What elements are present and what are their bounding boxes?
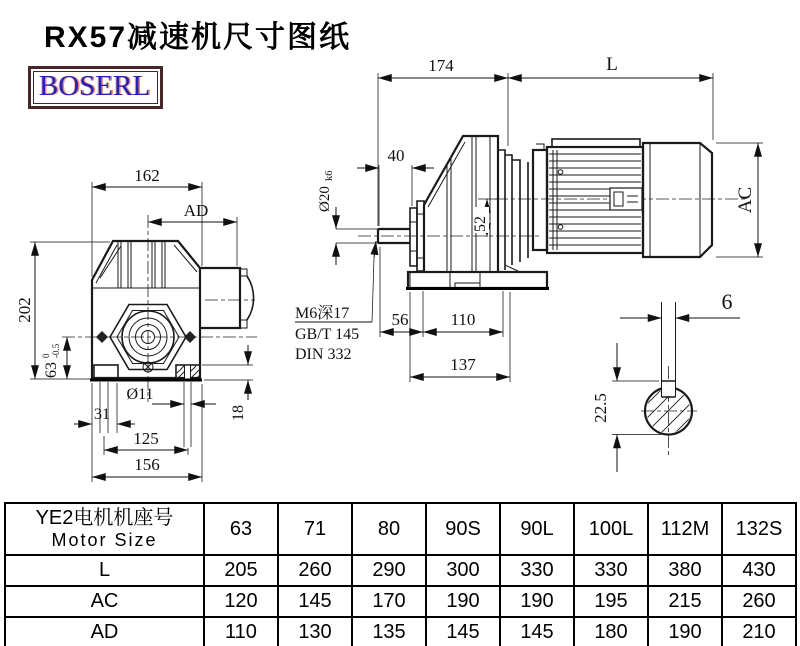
- motor-size-table: [4, 502, 797, 646]
- table-cell: 120: [204, 586, 278, 617]
- table-cell: 145: [426, 617, 500, 646]
- table-row-AC: [5, 586, 796, 617]
- dim-63: 63: [43, 362, 60, 378]
- page-title: RX57减速机尺寸图纸: [44, 21, 352, 54]
- dim-key-width: 6: [721, 289, 733, 314]
- motor-terminal-detail: [610, 188, 642, 210]
- dim-31: 31: [94, 406, 110, 423]
- col-header: 90L: [500, 503, 574, 555]
- table-header-row: [5, 503, 796, 555]
- shaft-key-section: [591, 289, 740, 472]
- dim-137: 137: [450, 355, 476, 374]
- dim-ac: AC: [735, 186, 756, 214]
- note-thread: M6深17: [295, 305, 350, 322]
- motor-flange: [533, 150, 547, 250]
- table-cell: 330: [574, 555, 648, 586]
- side-view: [295, 54, 763, 382]
- dim-18: 18: [230, 405, 247, 421]
- table-cell: 190: [648, 617, 722, 646]
- dim-202: 202: [15, 297, 34, 323]
- table-cell: 430: [722, 555, 796, 586]
- dim-l: L: [606, 54, 618, 75]
- dim-ad: AD: [183, 201, 209, 220]
- row-label: AD: [5, 617, 204, 646]
- col-header: 71: [278, 503, 352, 555]
- table-cell: 190: [426, 586, 500, 617]
- note-gb-standard: GB/T 145: [295, 326, 360, 343]
- table-cell: 195: [574, 586, 648, 617]
- table-cell: 130: [278, 617, 352, 646]
- dim-dia20: Ø20: [317, 186, 333, 212]
- dim-110: 110: [450, 310, 476, 329]
- table-cell: 110: [204, 617, 278, 646]
- table-cell: 145: [278, 586, 352, 617]
- dim-dia20-fit: k6: [324, 170, 335, 181]
- col-header: 90S: [426, 503, 500, 555]
- dim-52: 52: [472, 216, 489, 232]
- header-line2: Motor Size: [51, 530, 158, 551]
- table-header-motor-size: [5, 503, 204, 555]
- col-header: 63: [204, 503, 278, 555]
- mounting-base: [408, 272, 547, 288]
- dim-key-height: 22.5: [591, 393, 610, 423]
- motor-top-rail: [552, 139, 640, 147]
- table-cell: 205: [204, 555, 278, 586]
- table-cell: 170: [352, 586, 426, 617]
- col-header: 132S: [722, 503, 796, 555]
- output-box-cap-arc: [247, 276, 254, 320]
- table-cell: 380: [648, 555, 722, 586]
- left-bolt: [96, 331, 108, 343]
- table-row-L: [5, 555, 796, 586]
- dim-174: 174: [428, 56, 454, 75]
- output-box: [200, 268, 240, 328]
- dim-125: 125: [133, 429, 159, 448]
- row-label: AC: [5, 586, 204, 617]
- col-header: 112M: [648, 503, 722, 555]
- table-cell: 260: [722, 586, 796, 617]
- note-din-standard: DIN 332: [295, 346, 352, 363]
- table-cell: 135: [352, 617, 426, 646]
- table-cell: 260: [278, 555, 352, 586]
- motor-adapter-bell: [498, 150, 528, 270]
- row-label: L: [5, 555, 204, 586]
- col-header: 100L: [574, 503, 648, 555]
- table-cell: 210: [722, 617, 796, 646]
- header-line1: YE2电机机座号: [35, 507, 174, 530]
- dim-56: 56: [391, 310, 409, 329]
- dim-63-tol-upper: 0: [41, 353, 51, 358]
- dim-63-tol-lower: -0.5: [51, 343, 61, 358]
- dim-162: 162: [134, 166, 160, 185]
- brand-logo-text: BOSERL: [39, 70, 151, 102]
- housing-ribs: [118, 242, 165, 288]
- table-cell: 330: [500, 555, 574, 586]
- gearbox-ribs: [447, 136, 490, 272]
- table-cell: 145: [500, 617, 574, 646]
- col-header: 80: [352, 503, 426, 555]
- dim-40: 40: [387, 146, 405, 165]
- motor-rear-housing: [643, 143, 712, 257]
- front-view: [15, 166, 257, 482]
- chamfer-ribs: [96, 245, 197, 283]
- section-hatch: [640, 365, 716, 462]
- right-bolt: [184, 331, 196, 343]
- table-cell: 180: [574, 617, 648, 646]
- table-cell: 290: [352, 555, 426, 586]
- table-cell: 300: [426, 555, 500, 586]
- table-cell: 215: [648, 586, 722, 617]
- table-row-AD: [5, 617, 796, 646]
- table-cell: 190: [500, 586, 574, 617]
- dim-dia11: Ø11: [126, 386, 154, 403]
- dim-156: 156: [134, 455, 160, 474]
